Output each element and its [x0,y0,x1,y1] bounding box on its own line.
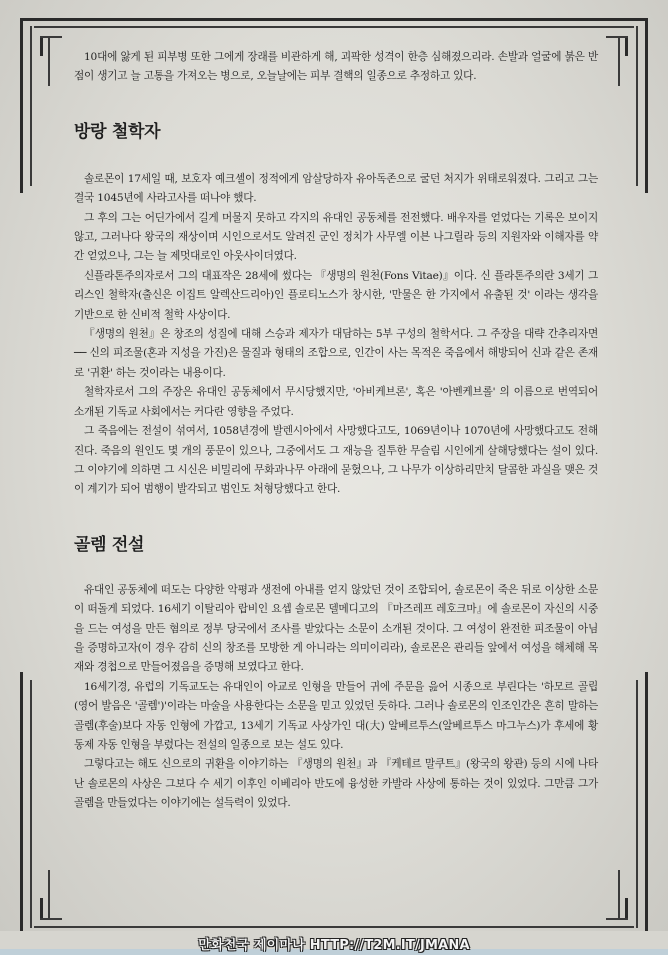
article-body [74,48,598,814]
paragraph: 유대인 공동체에 떠도는 다양한 악평과 생전에 아내를 얻지 않았던 것이 조합되어, 솔로몬이 죽은 뒤로 이상한 소문이 떠돌게 되었다. 16세기 이탈리아 랍비인 요셉 솔로몬 델메디고의 『마즈레프 레호크마』에 솔로몬이 자신의 시중을 드는 여성을 만든 혐의로 정부 당국에서 조사를 받았다는 소문이 소개된 것이다. 그 여성이 완전한 피조물이 아님을 증명하고자(이 경우 감히 신의 창조를 모방한 게 아니라는 의미이리라), 솔로몬은 관리들 앞에서 여성을 해체해 목재와 경첩으로 만들어졌음을 증명해 보였다고 한다. [74,583,598,674]
heading-wandering-philosopher: 방랑 철학자 [74,121,161,142]
paragraph-intro: 10대에 앓게 된 피부병 또한 그에게 장래를 비관하게 해, 괴팍한 성격이 한층 심해졌으리라. 손발과 얼굴에 붉은 반점이 생기고 늘 고통을 가져오는 병으로, 오늘날에는 피부 결핵의 일종으로 추정하고 있다. [74,51,598,83]
paragraph: 철학자로서 그의 주장은 유대인 공동체에서 무시당했지만, '아비케브론', 혹은 '아벤케브롤' 의 이름으로 번역되어 소개된 기독교 사회에서는 커다란 영향을 주었다. [74,386,598,418]
heading-golem-legend: 골렘 전설 [74,534,145,555]
site-watermark: 만화천국 제이마나 HTTP://T2M.IT/JMANA [198,938,470,953]
paragraph: 『생명의 원천』은 창조의 성질에 대해 스승과 제자가 대담하는 5부 구성의 철학서다. 그 주장을 대략 간추리자면── 신의 피조물(혼과 지성을 가진)은 물질과 형태의 조합으로, 인간이 사는 목적은 죽음에서 해방되어 신과 같은 존재로 '귀환' 하는 것이라는 내용이다. [74,328,598,379]
paragraph: 그 후의 그는 어딘가에서 길게 머물지 못하고 각지의 유대인 공동체를 전전했다. 배우자를 얻었다는 기록은 보이지 않고, 그러나다 왕국의 재상이며 시인으로서도 알려진 군인 정치가 사무엘 이븐 나그릴라 등의 지원자와 이해자를 약간 얻었으나, 그는 늘 제멋대로인 아웃사이더였다. [74,211,598,263]
paragraph: 그렇다고는 해도 신으로의 귀환을 이야기하는 『생명의 원천』과 『케테르 말쿠트』(왕국의 왕관) 등의 시에 나타난 솔로몬의 사상은 그보다 수 세기 이후인 이베리아 반도에 융성한 카발라 사상에 통하는 것이 있었다. 그만큼 그가 골렘을 만들었다는 이야기에는 설득력이 있었다. [74,758,598,810]
paragraph: 신플라톤주의자로서 그의 대표작은 28세에 썼다는 『생명의 원천(Fons Vitae)』이다. 신 플라톤주의란 3세기 그리스인 철학자(출신은 이집트 알렉산드리아)인 플로티노스가 창시한, '만물은 한 가지에서 유출된 것' 이라는 생각을 기반으로 한 신비적 철학 사상이다. [74,269,598,321]
paragraph: 16세기경, 유럽의 기독교도는 유대인이 아교로 인형을 만들어 귀에 주문을 읊어 시종으로 부린다는 '하모르 골립(영어 발음은 '골렘')'이라는 마술을 사용한다는 소문을 믿고 있었던 듯하다. 그러나 솔로몬의 인조인간은 흔히 말하는 골렘(후술)보다 자동 인형에 가깝고, 13세기 기독교 사상가인 대(大) 알베르투스(알베르투스 마그누스)가 후세에 황동제 자동 인형을 부렸다는 전설의 일종으로 보는 설도 있다. [74,680,598,751]
paragraph: 솔로몬이 17세일 때, 보호자 예크셸이 정적에게 암살당하자 유아독존으로 굴던 처지가 위태로워졌다. 그리고 그는 결국 1045년에 사라고사를 떠나야 했다. [74,172,598,205]
paragraph: 그 죽음에는 전설이 섞여서, 1058년경에 발렌시아에서 사망했다고도, 1069년이나 1070년에 사망했다고도 전해진다. 죽음의 원인도 몇 개의 풍문이 있으나, 그중에서도 그 재능을 질투한 무슬림 시인에게 살해당했다는 설이 있다. 그 이야기에 의하면 그 시신은 비밀리에 무화과나무 아래에 묻혔으나, 그 나무가 이상하리만치 달콤한 과실을 맺은 것이 계기가 되어 범행이 발각되고 범인도 처형당했다고 한다. [74,425,598,496]
